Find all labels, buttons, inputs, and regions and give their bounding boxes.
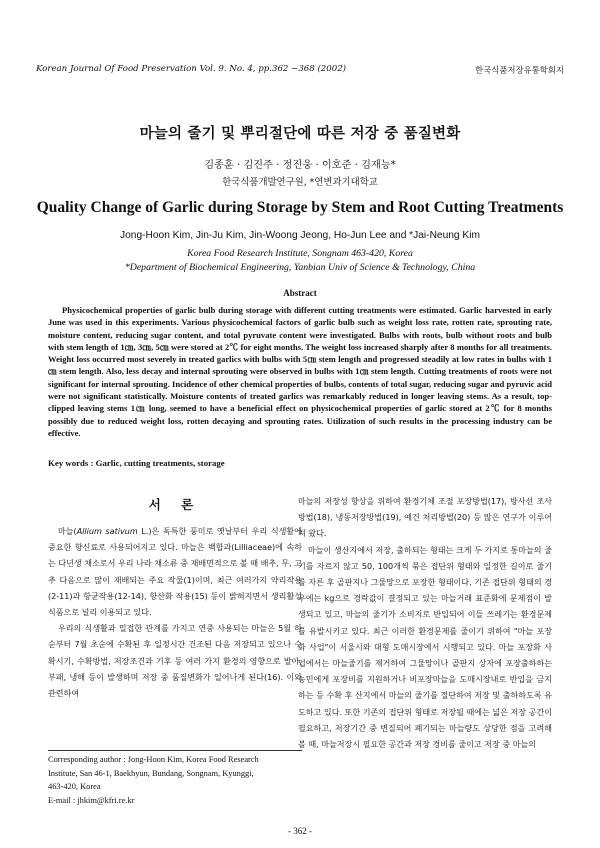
- english-affiliation-1: Korea Food Research Institute, Songnam 463-420, Korea: [187, 248, 413, 259]
- intro-paragraph-2: 우리의 식생활과 밀접한 관계를 가지고 연중 사용되는 마늘은 5월 하순부터 7월 초순에 수확된 후 일정시간 건조된 다음 저장되고 있으나 수확시기, 수확방법, 저장조건과 기후 등 여러 가지 환경의 영향으로 발아, 부패, 냉해 등이 발생하며 저장 중 품질변화가 일어나게 된다(16). 이와 관련하여: [48, 624, 302, 699]
- intro-paragraph-4: 마늘이 생산지에서 저장, 출하되는 형태는 크게 두 가지로 통마늘의 줄기를 자르지 않고 50, 100개씩 묶은 접단위 형태와 일정한 길이로 줄기를 자른 후 골판지나 그물망으로 포장한 형태이다. 기존 접단위 형태의 경우에는 kg으로 경락값이 결정되고 있는 마늘거래 표준화에 문제점이 발생되고 있고, 마늘의 줄기가 소비지로 반입되어 이들 쓰레기는 환경문제를 유발시키고 있다. 최근 이러한 환경문제를 줄이기 위하여 "마늘 포장화 사업"이 서울시와 대형 도매시장에서 시행되고 있다. 마늘 포장화 사업에서는 마늘줄기를 제거하여 그물망이나 골판지 상자에 포장출하하는 농민에게 포장비를 지원하거나 비포장마늘을 도매시장내로 반입을 금지하는 등 수확 후 산지에서 마늘의 줄기를 절단하여 저장 및 출하하도록 유도하고 있다. 또한 기존의 접단위 형태로 저장될 때에는 넓은 저장 공간이 필요하고, 저장기간 중 변질되어 폐기되는 마늘량도 상당한 점을 고려해 볼 때, 마늘저장시 필요한 공간과 저장 경비를 줄이고 저장 중 마늘의: [298, 545, 552, 750]
- society-name: 한국식품저장유통학회지: [475, 65, 564, 75]
- scientific-name: Allium sativum: [76, 527, 138, 536]
- abstract-text: Physicochemical properties of garlic bulb during storage with different cutting treatments were estimated. Garlic harvested in early June was used in this experiments. Various physicochemical factors of garlic bulb such as weight loss rate, rotten rate, sprouting rate, moisture content, reducing sugar content, and total pyruvate content were investigated. Bulbs with roots, bulb without roots and bulb with stem length of 1㎝, 3㎝, 5㎝ were stored at 2℃ for eight months. The weight loss increased sharply after 8 months for all treatments. Weight loss occurred most severely in treated garlics with bulbs with 5㎝ stem length and progressed steadily at low rates in bulbs with 1㎝ stem length. Also, less decay and internal sprouting were observed in bulbs with 1㎝ stem length. Cutting treatments of roots were not significant for internal sprouting. Incidence of other chemical properties of bulbs, contents of total sugar, reducing sugar and pyruvic acid were not significant statistically. Moisture contents of treated garlics was remarkably reduced in longer leaving stems. As a result, top-clipped leaving stems 1㎝ long, seemed to have a beneficial effect on physicochemical properties of garlic stored at 2℃ for 8 months possibly due to reduced weight loss, rotten decaying and sprouting rates. Utilization of such results in the processing industry can be effective.: [48, 305, 552, 438]
- english-authors: Jong-Hoon Kim, Jin-Ju Kim, Jin-Woong Jeong, Ho-Jun Lee and *Jai-Neung Kim: [120, 230, 480, 241]
- english-title: Quality Change of Garlic during Storage by Stem and Root Cutting Treatments: [36, 199, 564, 216]
- running-header: [36, 64, 564, 76]
- journal-citation: Korean Journal Of Food Preservation Vol. 9. No. 4, pp.362 ~368 (2002): [36, 64, 347, 74]
- intro-paragraph-3: 마늘의 저장성 향상을 위하여 환경기체 조절 포장방법(17), 방사선 조사방법(18), 냉동저장방법(19), 예건 처리방법(20) 등 많은 연구가 이루어져 왔다.: [298, 497, 552, 539]
- footnote-email: E-mail : jhkim@kfri.re.kr: [48, 795, 135, 805]
- intro-paragraph-1: [48, 524, 302, 621]
- footnote-line: Institute, San 46-1, Baekhyun, Bundang, Songnam, Kyunggi,: [48, 768, 254, 778]
- left-column: [48, 494, 302, 702]
- footnote-line: Corresponding author : Jong-Hoon Kim, Korea Food Research: [48, 755, 259, 764]
- abstract-body: [48, 304, 552, 439]
- korean-authors: 김종훈 · 김진주 · 정진웅 · 이호준 · 김재능*: [204, 160, 396, 171]
- abstract-heading: Abstract: [283, 288, 317, 298]
- right-column: [298, 494, 552, 753]
- english-affiliation-2: *Department of Biochemical Engineering, Yanbian Univ of Science & Technology, China: [124, 262, 476, 273]
- keywords: Key words : Garlic, cutting treatments, storage: [48, 458, 225, 468]
- corresponding-author-footnote: [48, 750, 302, 807]
- intro-text-lead: 마늘(: [58, 527, 77, 536]
- footnote-line: 463-420, Korea: [48, 782, 101, 791]
- page-number: - 362 -: [288, 826, 312, 836]
- korean-title: 마늘의 줄기 및 뿌리절단에 따른 저장 중 품질변화: [139, 126, 461, 142]
- section-heading-introduction: 서 론: [148, 497, 202, 512]
- intro-text-body: L.)은 독특한 풍미로 옛날부터 우리 식생활에 중요한 향신료로 사용되어지고 있다. 마늘은 백합과(Lilliaceae)에 속하는 다년생 채소로서 우리 나라 채소류 중 재배면적으로 볼 때 배추, 무, 고추 다음으로 많이 재배되는 주요 작물(1)이며, 최근 여러가지 약리작용(2-11)과 항균작용(12-14), 항산화 작용(15) 등이 밝혀지면서 생리활성식품으로 널리 이용되고 있다.: [48, 527, 302, 618]
- korean-affiliation: 한국식품개발연구원, *연변과기대학교: [222, 177, 378, 188]
